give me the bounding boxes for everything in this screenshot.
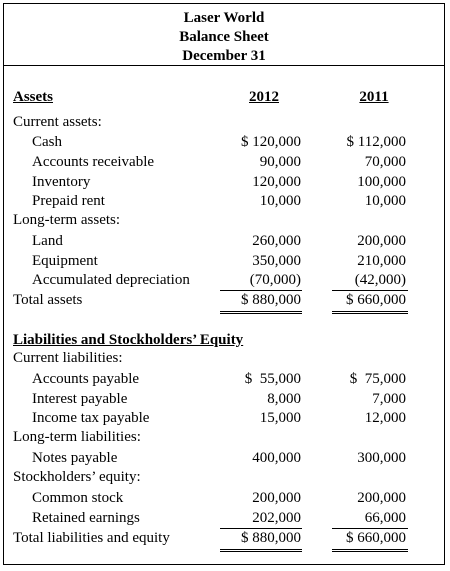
longterm-liabilities-heading-row xyxy=(4,427,444,447)
row-label: Cash xyxy=(32,134,62,150)
equity-heading-row xyxy=(4,467,444,487)
value-2011: 70,000 xyxy=(364,154,406,170)
value-2012: 350,000 xyxy=(252,253,301,269)
asset-row xyxy=(4,251,444,271)
value-2012: 200,000 xyxy=(252,490,301,506)
value-2012: $ 55,000 xyxy=(244,371,301,387)
equity-heading: Stockholders’ equity: xyxy=(13,469,141,485)
longterm-liabilities-heading: Long-term liabilities: xyxy=(13,429,141,445)
value-2012: 10,000 xyxy=(259,193,301,209)
value-2011: 210,000 xyxy=(357,253,406,269)
liability-row xyxy=(4,408,444,428)
value-2011: 7,000 xyxy=(372,391,406,407)
value-2011: 10,000 xyxy=(364,193,406,209)
liability-row xyxy=(4,389,444,409)
company-name: Laser World xyxy=(183,10,265,26)
row-label: Income tax payable xyxy=(32,410,150,426)
value-2011: 12,000 xyxy=(364,410,406,426)
row-label: Retained earnings xyxy=(32,510,140,526)
double-rule-bottom xyxy=(220,551,302,552)
asset-row xyxy=(4,231,444,251)
balance-sheet xyxy=(3,3,445,565)
value-2011: $ 112,000 xyxy=(346,134,406,150)
row-label: Interest payable xyxy=(32,391,128,407)
asset-row xyxy=(4,270,444,290)
row-label: Common stock xyxy=(32,490,124,506)
asset-row xyxy=(4,152,444,172)
total-liabilities-2011: $ 660,000 xyxy=(346,530,406,546)
assets-heading-row xyxy=(4,87,444,107)
double-rule-bottom xyxy=(332,551,408,552)
value-2011: 200,000 xyxy=(357,490,406,506)
asset-row xyxy=(4,191,444,211)
value-2011: 300,000 xyxy=(357,450,406,466)
double-rule-bottom xyxy=(332,313,408,314)
value-2012: 260,000 xyxy=(252,233,301,249)
row-label: Equipment xyxy=(32,253,98,269)
current-assets-heading: Current assets: xyxy=(13,114,102,130)
value-2011: 200,000 xyxy=(357,233,406,249)
value-2011: 66,000 xyxy=(364,510,406,526)
double-rule-top xyxy=(332,311,408,312)
value-2012: 8,000 xyxy=(267,391,301,407)
equity-row xyxy=(4,508,444,528)
value-2011: $ 75,000 xyxy=(349,371,406,387)
statement-date: December 31 xyxy=(182,48,266,64)
asset-row xyxy=(4,132,444,152)
total-assets-2012: $ 880,000 xyxy=(241,292,301,308)
value-2012: 202,000 xyxy=(252,510,301,526)
statement-title: Balance Sheet xyxy=(179,29,269,45)
double-rule-top xyxy=(220,311,302,312)
year-2011-header: 2011 xyxy=(359,89,389,105)
value-2012: (70,000) xyxy=(249,272,301,288)
value-2012: 120,000 xyxy=(252,174,301,190)
liabilities-heading-row xyxy=(4,330,444,350)
value-2011: 100,000 xyxy=(357,174,406,190)
current-liabilities-heading: Current liabilities: xyxy=(13,350,123,366)
row-label: Inventory xyxy=(32,174,91,190)
value-2012: $ 120,000 xyxy=(241,134,301,150)
year-2012-header: 2012 xyxy=(249,89,279,105)
row-label: Accumulated depreciation xyxy=(32,272,190,288)
liabilities-heading: Liabilities and Stockholders’ Equity xyxy=(13,332,244,348)
total-liabilities-label: Total liabilities and equity xyxy=(13,530,170,546)
current-liabilities-heading-row xyxy=(4,348,444,368)
liability-row xyxy=(4,448,444,468)
total-assets-row xyxy=(4,290,444,310)
double-rule-bottom xyxy=(220,313,302,314)
current-assets-heading-row xyxy=(4,112,444,132)
longterm-assets-heading-row xyxy=(4,210,444,230)
statement-header xyxy=(4,4,444,66)
double-rule-top xyxy=(220,549,302,550)
assets-heading: Assets xyxy=(13,89,53,105)
total-assets-2011: $ 660,000 xyxy=(346,292,406,308)
row-label: Notes payable xyxy=(32,450,118,466)
row-label: Land xyxy=(32,233,63,249)
equity-row xyxy=(4,488,444,508)
asset-row xyxy=(4,172,444,192)
value-2012: 400,000 xyxy=(252,450,301,466)
row-label: Prepaid rent xyxy=(32,193,105,209)
value-2012: 15,000 xyxy=(259,410,301,426)
value-2012: 90,000 xyxy=(259,154,301,170)
total-liabilities-2012: $ 880,000 xyxy=(241,530,301,546)
liability-row xyxy=(4,369,444,389)
row-label: Accounts payable xyxy=(32,371,140,387)
total-assets-label: Total assets xyxy=(13,292,83,308)
longterm-assets-heading: Long-term assets: xyxy=(13,212,121,228)
double-rule-top xyxy=(332,549,408,550)
value-2011: (42,000) xyxy=(354,272,406,288)
total-liabilities-row xyxy=(4,528,444,548)
row-label: Accounts receivable xyxy=(32,154,155,170)
